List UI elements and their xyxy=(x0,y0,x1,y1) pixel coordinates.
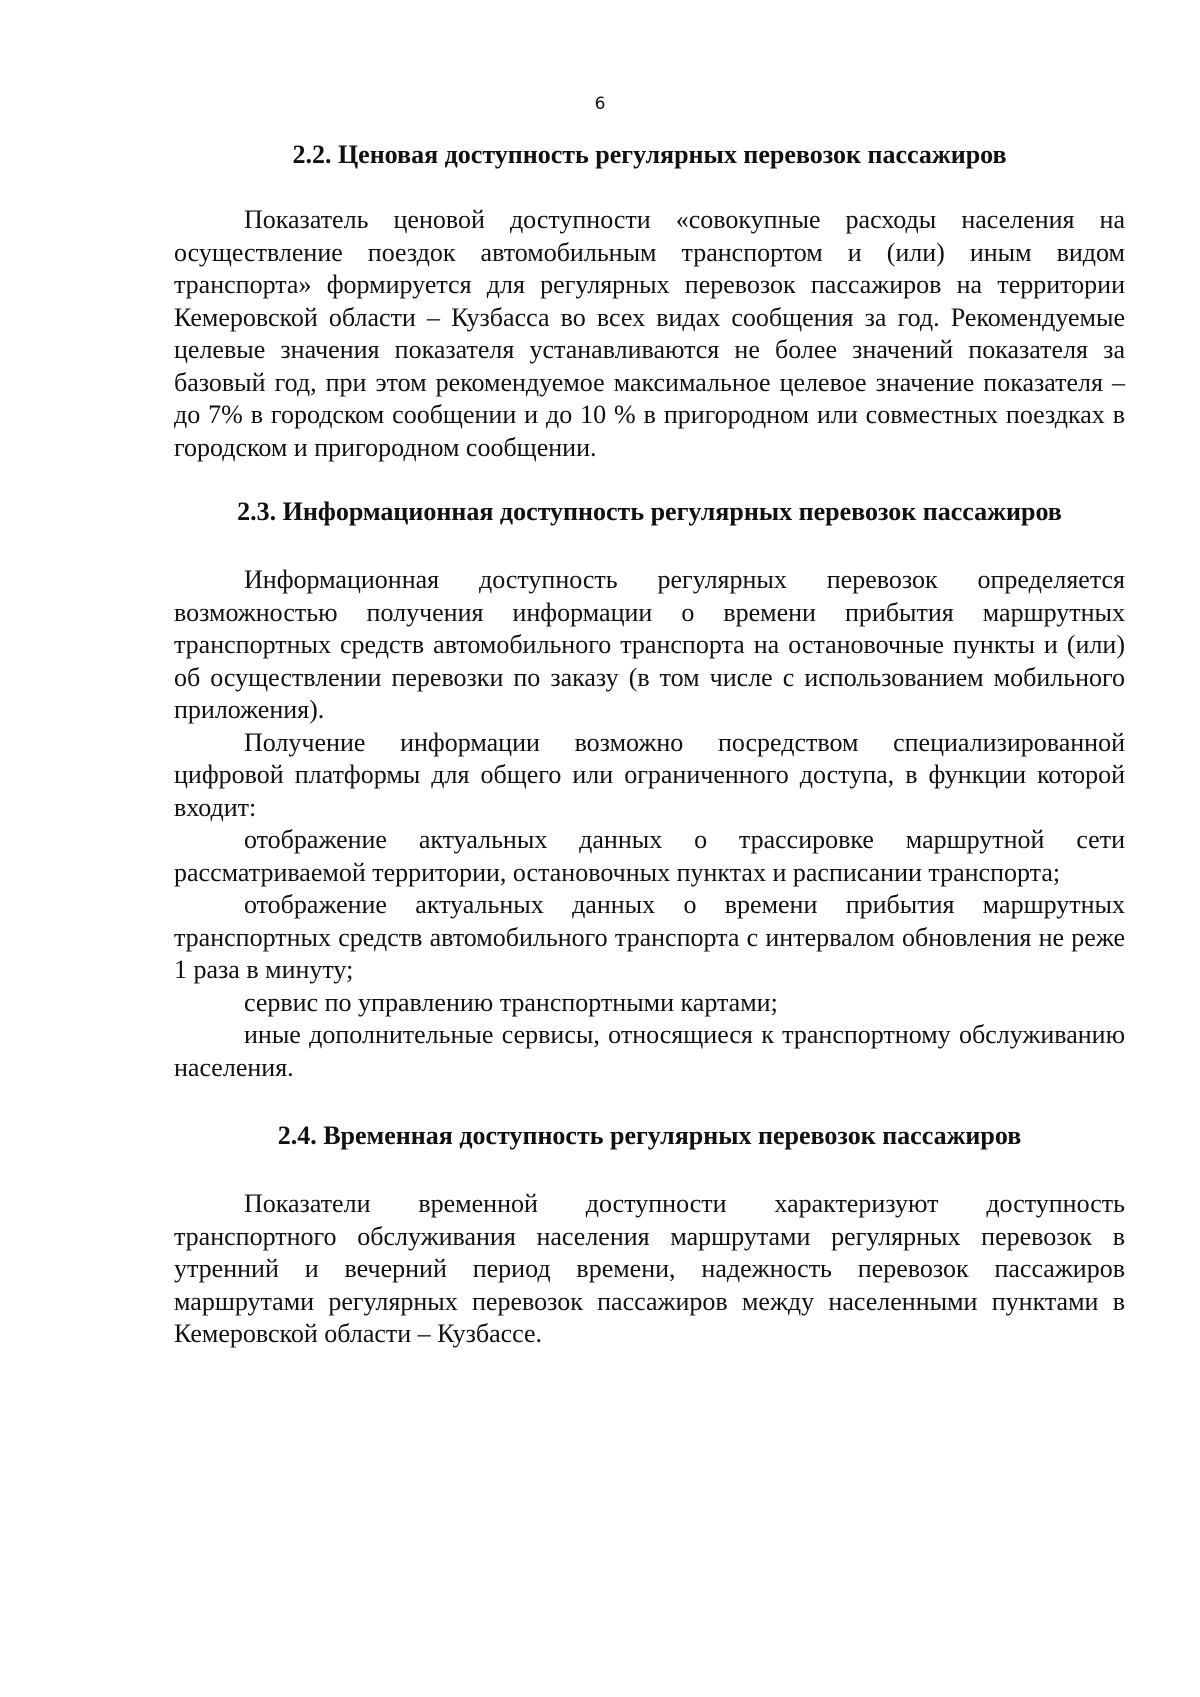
list-item: отображение актуальных данных о трассировке маршрутной сети рассматриваемой территории, остановочных пунктах и расписании транспорта; xyxy=(174,825,1125,887)
paragraph: Показатель ценовой доступности «совокупные расходы населения на осуществление поездок автомобильным транспортом и (или) иным видом транспорта» формируется для регулярных перевозок пассажиров на территории Кемеровской области – Кузбасса во всех видах сообщения за год. Рекомендуемые целевые значения показателя устанавливаются не более значений показателя за базовый год, при этом рекомендуемое максимальное целевое значение показателя – до 7% в городском сообщении и до 10 % в пригородном или совместных поездках в городском и пригородном сообщении. xyxy=(174,205,1125,462)
paragraph: Получение информации возможно посредством специализированной цифровой платформы для общего или ограниченного доступа, в функции которой входит: xyxy=(174,727,1125,822)
page-number: 6 xyxy=(594,94,606,114)
section-price-accessibility xyxy=(174,138,1125,464)
section-time-accessibility xyxy=(174,1119,1125,1351)
list-item: иные дополнительные сервисы, относящиеся к транспортному обслуживанию населения. xyxy=(174,1020,1125,1082)
section-heading: 2.2. Ценовая доступность регулярных перевозок пассажиров xyxy=(292,140,1007,169)
section-heading: 2.3. Информационная доступность регулярных перевозок пассажиров xyxy=(237,497,1062,526)
section-body xyxy=(174,564,1125,1084)
list-item: сервис по управлению транспортными картами; xyxy=(244,987,778,1017)
list-item: отображение актуальных данных о времени прибытия маршрутных транспортных средств автомобильного транспорта с интервалом обновления не реже 1 раза в минуту; xyxy=(174,890,1125,984)
section-heading: 2.4. Временная доступность регулярных перевозок пассажиров xyxy=(277,1121,1022,1150)
section-information-accessibility xyxy=(174,495,1125,1084)
section-body xyxy=(174,1188,1125,1351)
paragraph: Показатели временной доступности характеризуют доступность транспортного обслуживания населения маршрутами регулярных перевозок в утренний и вечерний период времени, надежность перевозок пассажиров маршрутами регулярных перевозок пассажиров между населенными пунктами в Кемеровской области – Кузбассе. xyxy=(174,1189,1125,1348)
section-body xyxy=(174,204,1125,464)
page-content xyxy=(174,138,1125,1351)
paragraph: Информационная доступность регулярных перевозок определяется возможностью получения информации о времени прибытия маршрутных транспортных средств автомобильного транспорта на остановочные пункты и (или) об осуществлении перевозки по заказу (в том числе с использованием мобильного приложения). xyxy=(174,565,1125,724)
